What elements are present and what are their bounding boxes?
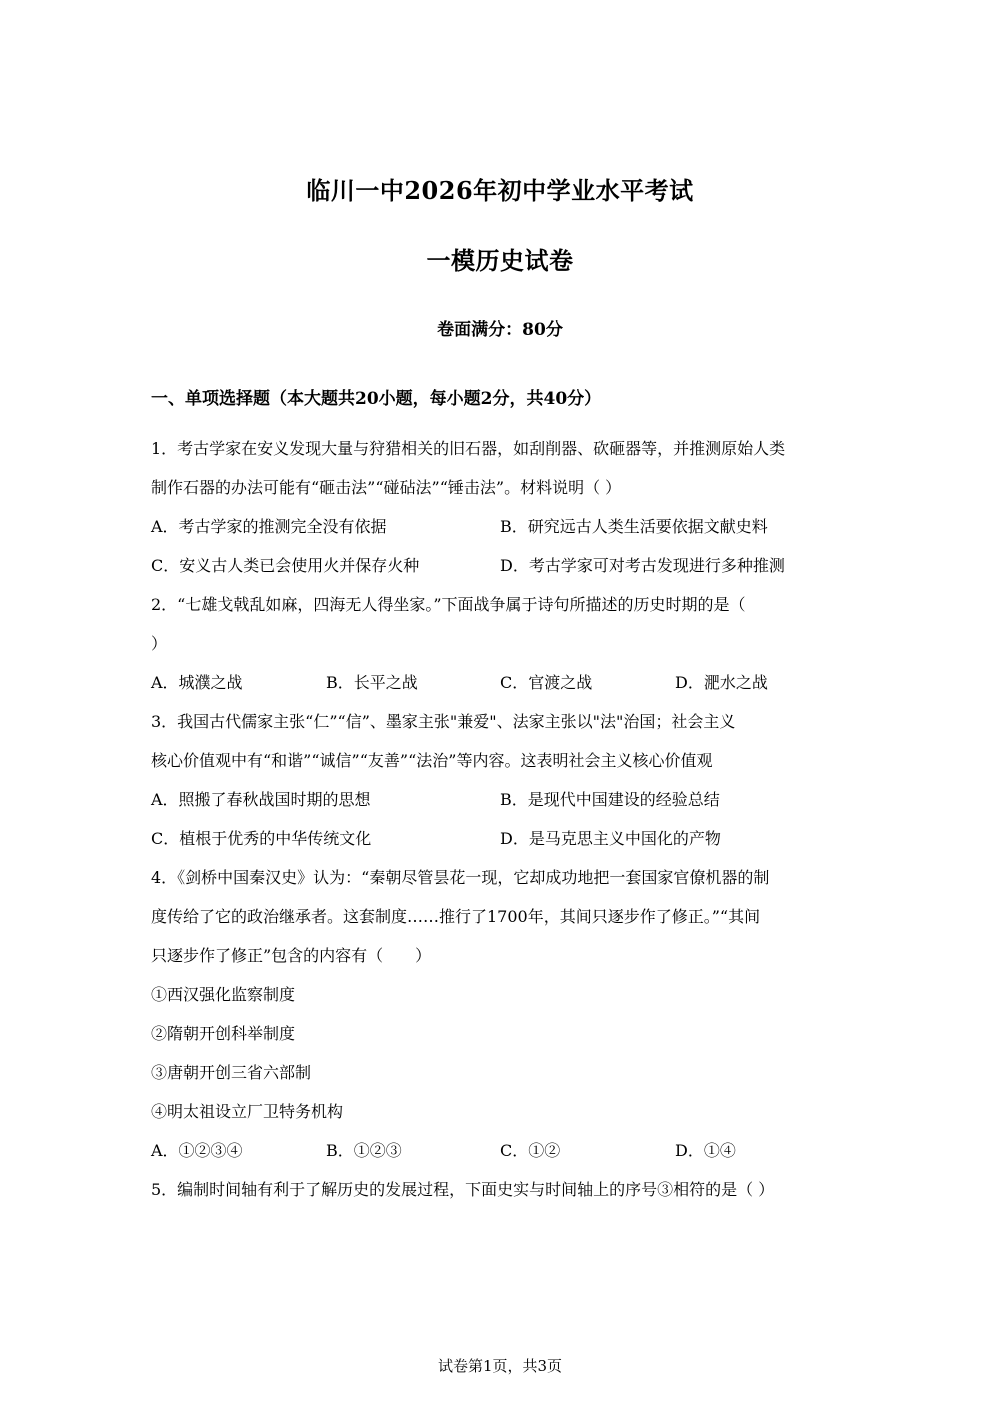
question-4-option-c: C．①② (500, 1141, 561, 1160)
question-1-stem-line-1: 1．考古学家在安义发现大量与狩猎相关的旧石器，如刮削器、砍砸器等，并推测原始人类 (151, 439, 786, 458)
question-4-options-row (151, 1131, 851, 1170)
question-4-stem-line-2: 度传给了它的政治继承者。这套制度……推行了1700年，其间只逐步作了修正。”“其间 (151, 907, 761, 926)
question-2-option-b: B．长平之战 (326, 673, 418, 692)
question-1-options-row-1 (151, 507, 851, 546)
question-4-option-b: B．①②③ (326, 1141, 402, 1160)
question-4-stem-line-3: 只逐步作了修正”包含的内容有（ ） (151, 946, 432, 965)
question-3-options-row-1 (151, 780, 851, 819)
question-2-option-d: D．淝水之战 (675, 673, 768, 692)
question-3-option-c: C．植根于优秀的中华传统文化 (151, 829, 372, 848)
questions (151, 429, 851, 1209)
question-3 (151, 702, 851, 858)
section-heading: 一、单项选择题（本大题共20小题，每小题2分，共40分） (151, 389, 602, 409)
question-4-option-a: A．①②③④ (151, 1141, 243, 1160)
question-4-item-3: ③唐朝开创三省六部制 (151, 1063, 312, 1082)
question-2-option-a: A．城濮之战 (151, 673, 243, 692)
question-3-option-b: B．是现代中国建设的经验总结 (500, 790, 720, 809)
question-2-option-c: C．官渡之战 (500, 673, 593, 692)
question-1-option-d: D．考古学家可对考古发现进行多种推测 (500, 556, 785, 575)
question-4-option-d: D．①④ (675, 1141, 736, 1160)
question-4-stem-line-1: 4．《剑桥中国秦汉史》认为：“秦朝尽管昙花一现，它却成功地把一套国家官僚机器的制 (151, 868, 770, 887)
question-1-option-b: B．研究远古人类生活要依据文献史料 (500, 517, 768, 536)
question-3-option-a: A．照搬了春秋战国时期的思想 (151, 790, 371, 809)
question-4-item-4: ④明太祖设立厂卫特务机构 (151, 1102, 344, 1121)
question-1-options-row-2 (151, 546, 851, 585)
question-1 (151, 429, 851, 585)
question-3-options-row-2 (151, 819, 851, 858)
question-3-stem-line-1: 3．我国古代儒家主张“仁”“信”、墨家主张"兼爱"、法家主张以"法"治国；社会主义 (151, 712, 736, 731)
question-3-stem-line-2: 核心价值观中有“和谐”“诚信”“友善”“法治”等内容。这表明社会主义核心价值观 (151, 751, 713, 770)
question-1-stem-line-2: 制作石器的办法可能有“砸击法”“碰砧法”“锤击法”。材料说明（ ） (151, 478, 622, 497)
question-1-option-c: C．安义古人类已会使用火并保存火种 (151, 556, 420, 575)
exam-title: 临川一中2026年初中学业水平考试 (306, 176, 694, 205)
question-3-option-d: D．是马克思主义中国化的产物 (500, 829, 721, 848)
full-score: 卷面满分：80分 (437, 320, 563, 340)
question-4 (151, 858, 851, 1170)
question-4-item-1: ①西汉强化监察制度 (151, 985, 296, 1004)
question-2 (151, 585, 851, 702)
question-5 (151, 1170, 851, 1209)
question-2-stem-line-1: 2．“七雄戈戟乱如麻，四海无人得坐家。”下面战争属于诗句所描述的历史时期的是（ (151, 595, 746, 614)
question-2-options-row (151, 663, 851, 702)
question-2-stem-line-2: ） (151, 634, 168, 653)
exam-subtitle: 一模历史试卷 (426, 246, 574, 275)
question-5-stem-line-1: 5．编制时间轴有利于了解历史的发展过程，下面史实与时间轴上的序号③相符的是（ ） (151, 1180, 775, 1199)
question-1-option-a: A．考古学家的推测完全没有依据 (151, 517, 387, 536)
page-footer: 试卷第1页，共3页 (437, 1357, 563, 1375)
question-4-item-2: ②隋朝开创科举制度 (151, 1024, 296, 1043)
